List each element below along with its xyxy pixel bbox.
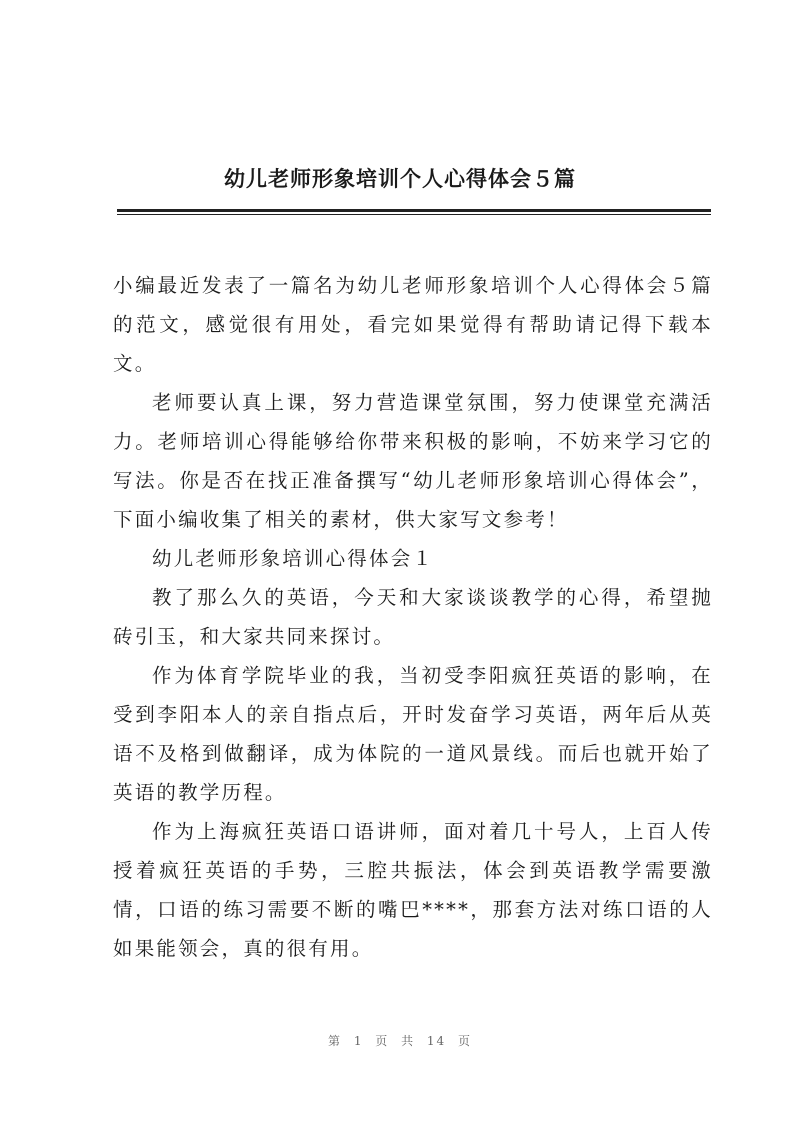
title-underline-thin xyxy=(117,214,711,215)
document-body xyxy=(113,266,713,968)
body-paragraph: 教了那么久的英语，今天和大家谈谈教学的心得，希望抛砖引玉，和大家共同来探讨。 xyxy=(113,586,713,648)
page-number-footer: 第 1 页 共 14 页 xyxy=(328,1034,472,1048)
lead-paragraph: 老师要认真上课，努力营造课堂氛围，努力使课堂充满活力。老师培训心得能够给你带来积极的影响，不妨来学习它的写法。你是否在找正准备撰写“幼儿老师形象培训心得体会”，下面小编收集了相关的素材，供大家写文参考！ xyxy=(113,391,713,531)
intro-paragraph: 小编最近发表了一篇名为幼儿老师形象培训个人心得体会５篇的范文，感觉很有用处，看完如果觉得有帮助请记得下载本文。 xyxy=(113,274,713,375)
title-underline xyxy=(117,209,711,212)
body-paragraph: 作为体育学院毕业的我，当初受李阳疯狂英语的影响，在受到李阳本人的亲自指点后，开时发奋学习英语，两年后从英语不及格到做翻译，成为体院的一道风景线。而后也就开始了英语的教学历程。 xyxy=(113,664,713,804)
body-paragraph: 作为上海疯狂英语口语讲师，面对着几十号人，上百人传授着疯狂英语的手势，三腔共振法，体会到英语教学需要激情，口语的练习需要不断的嘴巴****，那套方法对练口语的人如果能领会，真的很有用。 xyxy=(113,820,713,960)
section-heading: 幼儿老师形象培训心得体会１ xyxy=(152,547,435,570)
document-title: 幼儿老师形象培训个人心得体会５篇 xyxy=(224,166,576,191)
